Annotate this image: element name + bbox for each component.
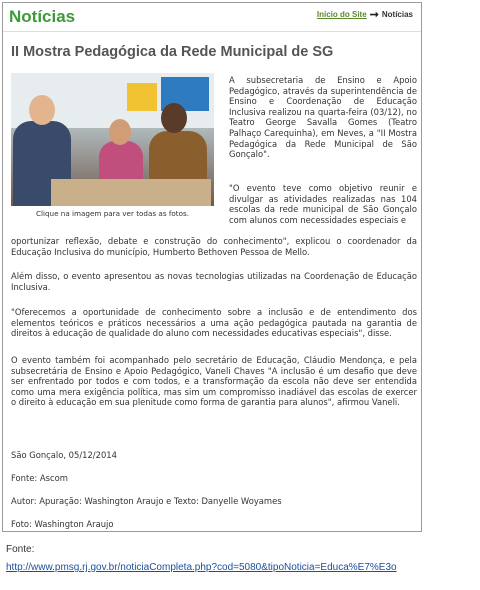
breadcrumb-home-link[interactable]: Início do Site (316, 10, 367, 19)
photo-caption[interactable]: Clique na imagem para ver todas as fotos. (35, 209, 190, 218)
source-url-link[interactable]: http://www.pmsg.rj.gov.br/noticiaCompleta.php?cod=5080&tipoNoticia=Educa%E7%E3o (6, 562, 397, 573)
news-panel (2, 2, 422, 532)
article-paragraph-2: "O evento teve como objetivo reunir e divulgar as atividades realizadas nas 104 escolas da rede municipal de São Gonçalo com alunos com necessidades especiais e (229, 183, 417, 225)
section-header (3, 3, 421, 32)
article-date: São Gonçalo, 05/12/2014 (11, 450, 117, 460)
section-title: Notícias (9, 7, 76, 26)
breadcrumb-current: Notícias (381, 10, 413, 19)
article-paragraph-4: "Oferecemos a oportunidade de conhecimento sobre a inclusão e de entendimento dos elementos teóricos e práticos necessários a uma ação pedagógica pautada na garantia de direitos à educação de qualidade do aluno com necessidades educativas especiais", disse. (11, 307, 417, 339)
breadcrumb (317, 10, 413, 19)
article-paragraph-2-cont: oportunizar reflexão, debate e construção do conhecimento", explicou o coordenador da Educação Inclusiva do município, Humberto Bethoven Pessoa de Mello. (11, 236, 417, 257)
article-photo-credit: Foto: Washington Araujo (11, 519, 114, 529)
article-source: Fonte: Ascom (11, 473, 68, 483)
article-author: Autor: Apuração: Washington Araujo e Texto: Danyelle Woyames (11, 496, 282, 506)
arrow-right-icon: ➞ (369, 8, 379, 21)
article-paragraph-5: O evento também foi acompanhado pelo secretário de Educação, Cláudio Mendonça, e pela subsecretária de Ensino e Apoio Pedagógico, Vaneli Chaves "A inclusão é um desafio que deve ser enfrentado por todos e com todos, e a transformação da escola não deve ser entendida como uma mera exigência política, mas sim um compromisso inadiável das escolas de exercer o direito à educação em sua plenitude como forma de garantia para alunos", afirmou Vaneli. (11, 355, 417, 408)
article-title: II Mostra Pedagógica da Rede Municipal de SG (11, 44, 334, 60)
article-paragraph-3: Além disso, o evento apresentou as novas tecnologias utilizadas na Coordenação de Educação Inclusiva. (11, 271, 417, 292)
article-photo[interactable] (11, 73, 214, 206)
source-label: Fonte: (6, 544, 35, 555)
article-paragraph-1: A subsecretaria de Ensino e Apoio Pedagógico, através da superintendência de Ensino e Coordenação de Educação Inclusiva realizou na quarta-feira (03/12), no Teatro George Savalla Gomes (Teatro Palhaço Carequinha), em Neves, a "II Mostra Pedagógica da Rede Municipal de São Gonçalo". (229, 75, 417, 160)
